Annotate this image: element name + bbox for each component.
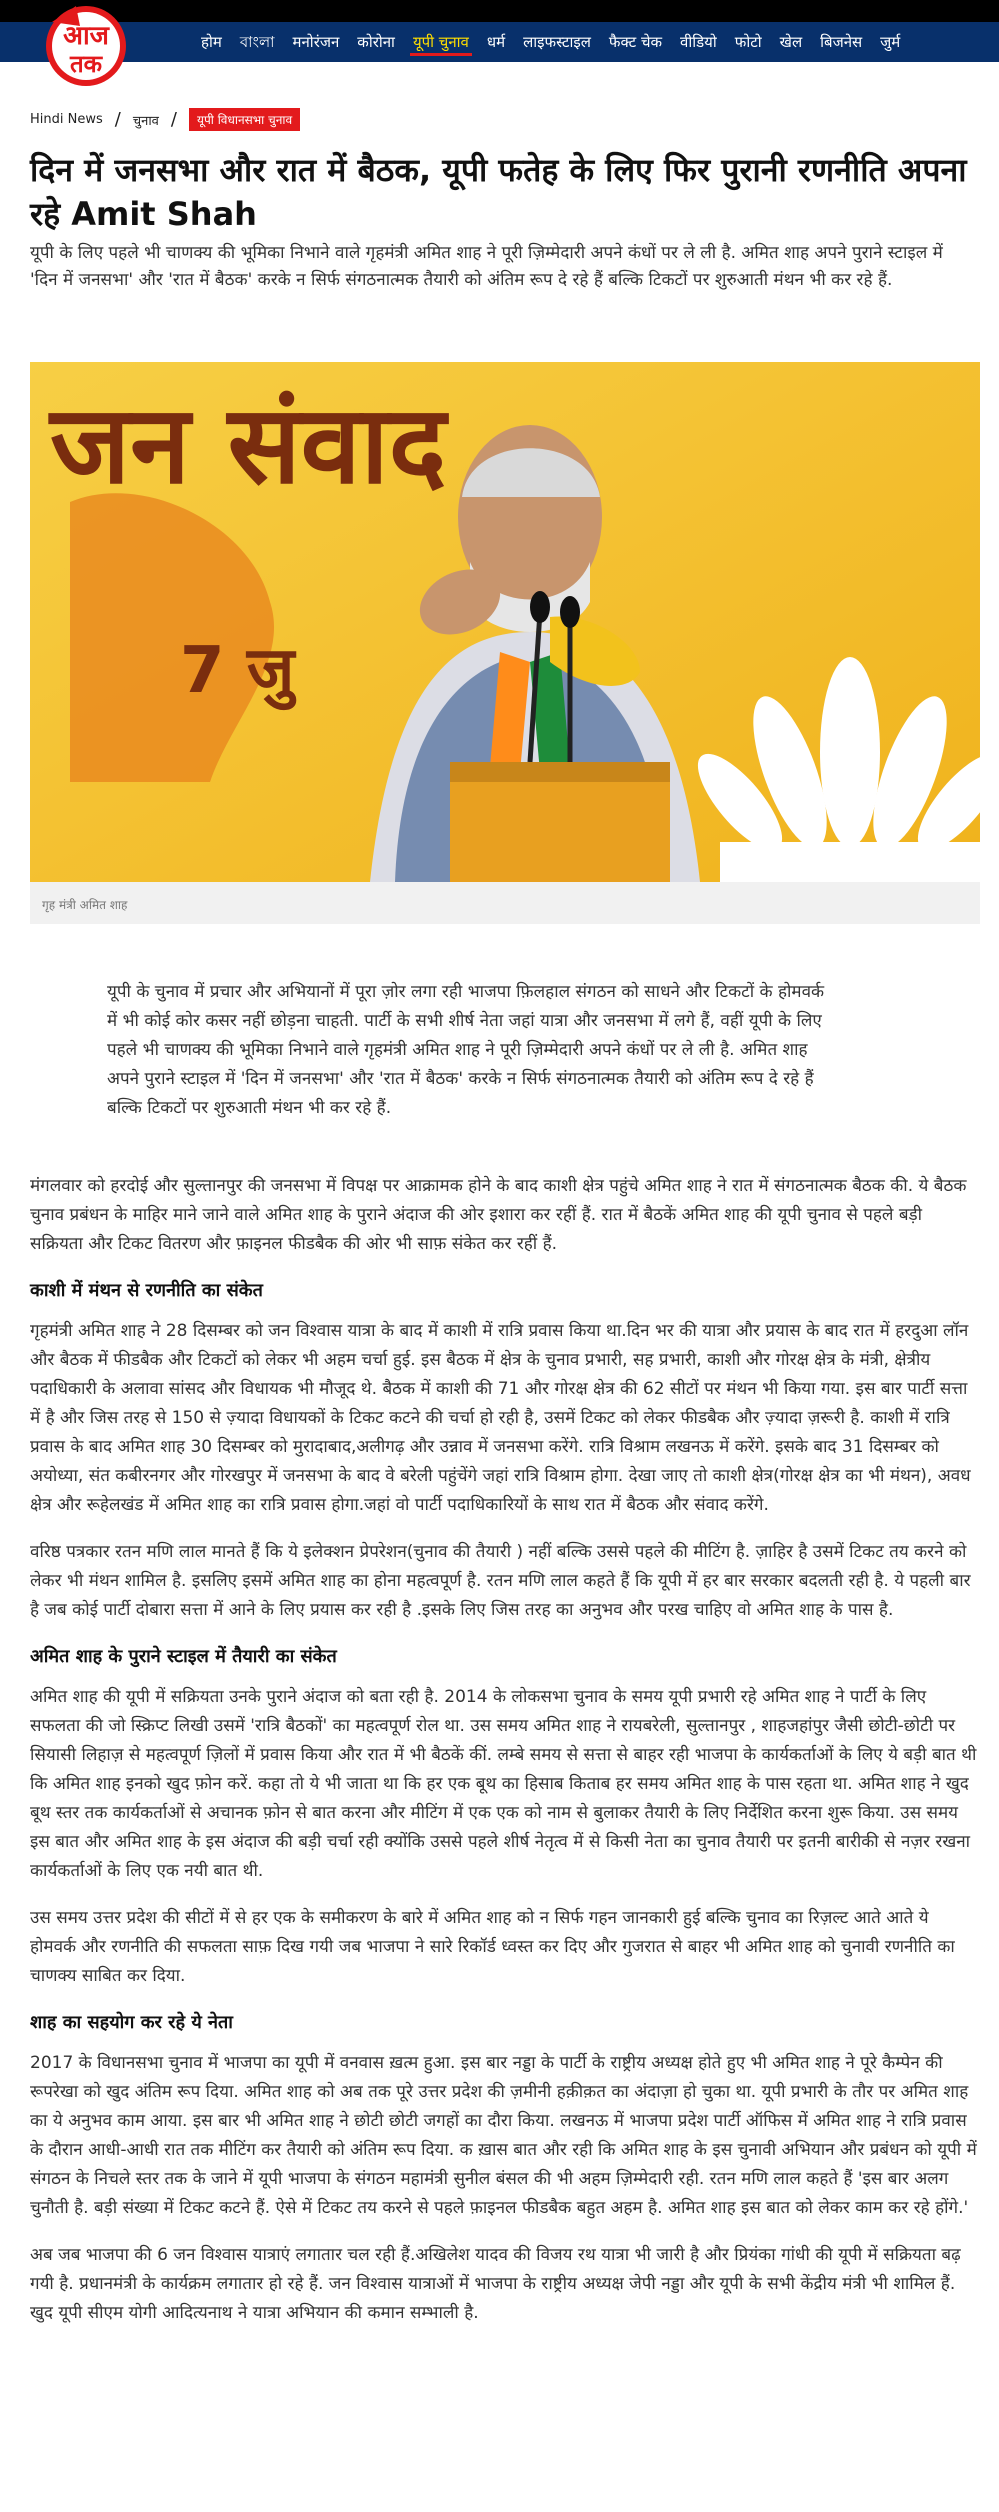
breadcrumb-current[interactable]: यूपी विधानसभा चुनाव <box>189 108 300 131</box>
article-subheading: काशी में मंथन से रणनीति का संकेत <box>30 1280 263 1301</box>
banner-text: जन संवाद <box>50 383 447 508</box>
article-subheading: अमित शाह के पुराने स्टाइल में तैयारी का संकेत <box>30 1646 337 1667</box>
breadcrumb-home[interactable]: Hindi News <box>30 112 103 127</box>
image-caption-box <box>30 882 980 924</box>
nav-item[interactable]: फोटो <box>734 33 762 51</box>
nav-item[interactable]: धर्म <box>486 33 506 51</box>
nav-item[interactable]: खेल <box>779 33 803 51</box>
main-nav <box>192 22 909 62</box>
article-paragraph: गृहमंत्री अमित शाह ने 28 दिसम्बर को जन विश्वास यात्रा के बाद में काशी में रात्रि प्रवास किया था.दिन भर की यात्रा और प्रयास के बाद रात में हरदुआ लॉन और बैठक में फीडबैक और टिकटों को लेकर भी अहम चर्चा हुई. इस बैठक में क्षेत्र के चुनाव प्रभारी, सह प्रभारी, काशी और गोरक्ष क्षेत्र के मंत्री, क्षेत्रीय पदाधिकारी के अलावा सांसद और विधायक भी मौजूद थे. बैठक में काशी की 71 और गोरक्ष क्षेत्र की 62 सीटों पर मंथन भी किया गया. इस बार पार्टी सत्ता में है और जिस तरह से 150 से ज़्यादा विधायकों के टिकट कटने की चर्चा हो रही है, उसमें टिकट को लेकर फीडबैक और ज़्यादा ज़रूरी है. काशी में रात्रि प्रवास के बाद अमित शाह 30 दिसम्बर को मुरादाबाद,अलीगढ़ और उन्नाव में जनसभा करेंगे. रात्रि विश्राम लखनऊ में करेंगे. इसके बाद 31 दिसम्बर को अयोध्या, संत कबीरनगर और गोरखपुर में जनसभा के बाद वे बरेली पहुंचेंगे जहां रात्रि विश्राम होगा. देखा जाए तो काशी क्षेत्र(गोरक्ष क्षेत्र का भी मंथन), अवध क्षेत्र और रूहेलखंड में अमित शाह का रात्रि प्रवास होगा.जहां वो पार्टी पदाधिकारियों के साथ रात में बैठक और संवाद करेंगे. <box>30 1321 971 1515</box>
nav-item[interactable]: जुर्म <box>880 33 901 51</box>
article-paragraph: वरिष्ठ पत्रकार रतन मणि लाल मानते हैं कि ये इलेक्शन प्रेपरेशन(चुनाव की तैयारी ) नहीं बल्कि उससे पहले की मीटिंग है. ज़ाहिर है उसमें टिकट तय करने को लेकर भी मंथन शामिल है. इसलिए इसमें अमित शाह का होना महत्वपूर्ण है. रतन मणि लाल कहते हैं कि यूपी में हर बार सरकार बदलती रही है. ये पहली बार है जब कोई पार्टी दोबारा सत्ता में आने के लिए प्रयास कर रही है .इसके लिए जिस तरह का अनुभव और परख चाहिए वो अमित शाह के पास है. <box>30 1542 971 1620</box>
logo-text-bottom: तक <box>69 50 103 78</box>
article-paragraph: मंगलवार को हरदोई और सुल्तानपुर की जनसभा में विपक्ष पर आक्रामक होने के बाद काशी क्षेत्र पहुंचे अमित शाह ने रात में संगठनात्मक बैठक की. ये बैठक चुनाव प्रबंधन के माहिर माने जाने वाले अमित शाह के पुराने अंदाज की ओर इशारा कर रहीं हैं. रात में बैठकें अमित शाह की यूपी चुनाव से पहले बड़ी सक्रियता और टिकट वितरण और फ़ाइनल फीडबैक की ओर भी साफ़ संकेत कर रहीं हैं. <box>30 1176 967 1254</box>
image-caption: गृह मंत्री अमित शाह <box>42 898 128 912</box>
article-intro: यूपी के लिए पहले भी चाणक्य की भूमिका निभाने वाले गृहमंत्री अमित शाह ने पूरी ज़िम्मेदारी अपने कंधों पर ले ली है. अमित शाह अपने पुराने स्टाइल में 'दिन में जनसभा' और 'रात में बैठक' करके न सिर्फ संगठनात्मक तैयारी को अंतिम रूप दे रहे हैं बल्कि टिकटों पर शुरुआती मंथन भी कर रहे हैं. <box>30 243 943 290</box>
breadcrumb-separator: / <box>114 109 121 130</box>
hero-illustration <box>30 362 980 882</box>
banner-date: 7 जु <box>180 634 295 708</box>
logo-text-top: आज <box>63 21 109 51</box>
article-quote: यूपी के चुनाव में प्रचार और अभियानों में पूरा ज़ोर लगा रही भाजपा फ़िलहाल संगठन को साधने और टिकटों के होमवर्क में भी कोई कोर कसर नहीं छोड़ना चाहती. पार्टी के सभी शीर्ष नेता जहां यात्रा और जनसभा में लगे हैं, वहीं यूपी के लिए पहले भी चाणक्य की भूमिका निभाने वाले गृहमंत्री अमित शाह ने पूरी ज़िम्मेदारी अपने कंधों पर ले ली है. अमित शाह अपने पुराने स्टाइल में 'दिन में जनसभा' और 'रात में बैठक' करके न सिर्फ संगठनात्मक तैयारी को अंतिम रूप दे रहे हैं बल्कि टिकटों पर शुरुआती मंथन भी कर रहे हैं. <box>107 982 825 1118</box>
article-subheading: शाह का सहयोग कर रहे ये नेता <box>30 2012 233 2033</box>
nav-item[interactable]: वीडियो <box>680 33 717 51</box>
article-headline: दिन में जनसभा और रात में बैठक, यूपी फतेह के लिए फिर पुरानी रणनीति अपना रहे Amit Shah <box>30 151 967 233</box>
aajtak-logo[interactable] <box>30 4 150 88</box>
nav-item[interactable]: लाइफस्टाइल <box>523 33 591 51</box>
breadcrumb-section[interactable]: चुनाव <box>132 113 159 129</box>
hero-image <box>30 362 980 882</box>
breadcrumb <box>30 108 300 131</box>
nav-item[interactable]: बिजनेस <box>820 33 863 51</box>
nav-item[interactable]: यूपी चुनाव <box>404 22 478 62</box>
nav-item[interactable]: বাংলা <box>239 33 275 51</box>
top-navbar <box>0 0 999 78</box>
article-body <box>30 1172 980 2346</box>
breadcrumb-separator: / <box>170 109 177 130</box>
article-paragraph: अमित शाह की यूपी में सक्रियता उनके पुराने अंदाज को बता रही है. 2014 के लोकसभा चुनाव के समय यूपी प्रभारी रहे अमित शाह ने पार्टी के लिए सफलता की जो स्क्रिप्ट लिखी उसमें 'रात्रि बैठकों' का महत्वपूर्ण रोल था. उस समय अमित शाह ने रायबरेली, सुल्तानपुर , शाहजहांपुर जैसी छोटी-छोटी पर सियासी लिहाज़ से महत्वपूर्ण ज़िलों में प्रवास किया और रात में भी बैठकें कीं. लम्बे समय से सत्ता से बाहर रही भाजपा के कार्यकर्ताओं के लिए ये बड़ी बात थी कि अमित शाह इनको खुद फ़ोन करें. कहा तो ये भी जाता था कि हर एक बूथ का हिसाब किताब हर समय अमित शाह के पास रहता था. अमित शाह ने खुद बूथ स्तर तक कार्यकर्ताओं से अचानक फ़ोन से बात करना और मीटिंग में एक एक को नाम से बुलाकर तैयारी के लिए निर्देशित करना शुरू किया. उस समय इस बात और अमित शाह के इस अंदाज की बड़ी चर्चा रही क्योंकि उससे पहले शीर्ष नेतृत्व में से किसी नेता का चुनाव तैयारी पर इतनी बारीकी से नज़र रखना कार्यकर्ताओं के लिए एक नयी बात थी. <box>30 1687 977 1881</box>
nav-item[interactable]: कोरोना <box>357 33 395 51</box>
nav-item[interactable]: फैक्ट चेक <box>608 33 663 51</box>
article-paragraph: 2017 के विधानसभा चुनाव में भाजपा का यूपी में वनवास ख़त्म हुआ. इस बार नड्डा के पार्टी के राष्ट्रीय अध्यक्ष होते हुए भी अमित शाह ने पूरे कैम्पेन की रूपरेखा को खुद अंतिम रूप दिया. अमित शाह को अब तक पूरे उत्तर प्रदेश की ज़मीनी हक़ीक़त का अंदाज़ा हो चुका था. यूपी प्रभारी के तौर पर अमित शाह का ये अनुभव काम आया. इस बार भी अमित शाह ने छोटी छोटी जगहों का दौरा किया. लखनऊ में भाजपा प्रदेश पार्टी ऑफिस में अमित शाह ने रात्रि प्रवास के दौरान आधी-आधी रात तक मीटिंग कर तैयारी को अंतिम रूप दिया. क ख़ास बात और रही कि अमित शाह के इस चुनावी अभियान और प्रबंधन को यूपी में संगठन के निचले स्तर तक के जाने में यूपी भाजपा के संगठन महामंत्री सुनील बंसल की भी अहम ज़िम्मेदारी रही. रतन मणि लाल कहते हैं 'इस बार अलग चुनौती है. बड़ी संख्या में टिकट कटने हैं. ऐसे में टिकट तय करने से पहले फ़ाइनल फीडबैक बहुत अहम है. अमित शाह इस बात को लेकर काम कर रहे होंगे.' <box>30 2053 977 2218</box>
nav-item[interactable]: होम <box>201 33 222 51</box>
article-paragraph: अब जब भाजपा की 6 जन विश्वास यात्राएं लगातार चल रही हैं.अखिलेश यादव की विजय रथ यात्रा भी जारी है और प्रियंका गांधी की यूपी में सक्रियता बढ़ गयी है. प्रधानमंत्री के कार्यक्रम लगातार हो रहे हैं. जन विश्वास यात्राओं में भाजपा के राष्ट्रीय अध्यक्ष जेपी नड्डा और यूपी के सभी केंद्रीय मंत्री भी शामिल हैं. खुद यूपी सीएम योगी आदित्यनाथ ने यात्रा अभियान की कमान सम्भाली है. <box>30 2245 961 2323</box>
article-paragraph: उस समय उत्तर प्रदेश की सीटों में से हर एक के समीकरण के बारे में अमित शाह को न सिर्फ गहन जानकारी हुई बल्कि चुनाव का रिज़ल्ट आते आते ये होमवर्क और रणनीति की सफलता साफ़ दिख गयी जब भाजपा ने सारे रिकॉर्ड ध्वस्त कर दिए और गुजरात से बाहर भी अमित शाह को चुनावी रणनीति का चाणक्य साबित कर दिया. <box>30 1908 955 1986</box>
nav-item[interactable]: मनोरंजन <box>292 33 340 51</box>
